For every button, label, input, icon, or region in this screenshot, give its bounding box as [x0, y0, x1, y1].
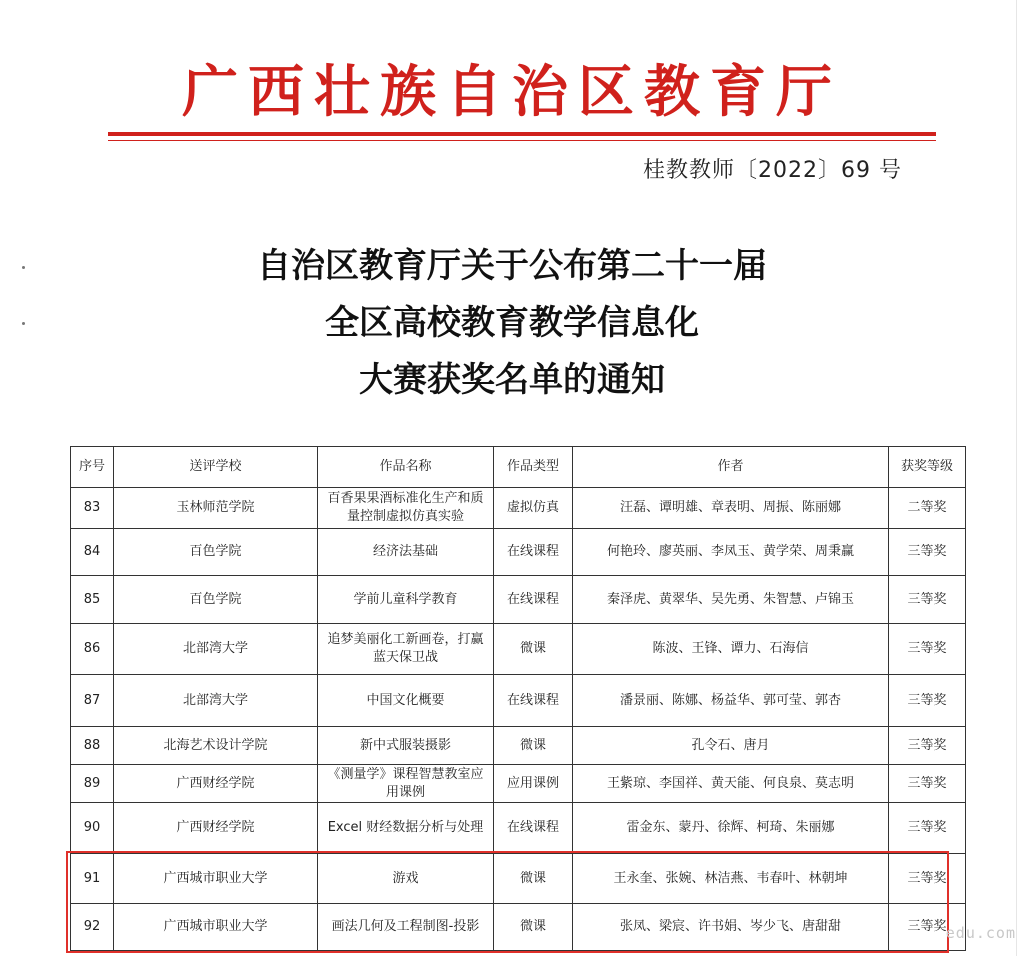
- cell-no: 86: [71, 624, 114, 675]
- watermark: edu.com: [945, 924, 1016, 942]
- cell-author: 孔令石、唐月: [573, 727, 889, 765]
- table-row: [71, 675, 966, 727]
- cell-type: 微课: [494, 854, 573, 904]
- cell-work: 《测量学》课程智慧教室应用课例: [318, 765, 494, 803]
- cell-no: 83: [71, 488, 114, 529]
- table-row: [71, 803, 966, 854]
- cell-award: 三等奖: [889, 904, 966, 951]
- cell-no: 90: [71, 803, 114, 854]
- cell-type: 在线课程: [494, 803, 573, 854]
- cell-type: 在线课程: [494, 675, 573, 727]
- cell-author: 何艳玲、廖英丽、李凤玉、黄学荣、周秉赢: [573, 529, 889, 576]
- cell-author: 王紫琼、李国祥、黄天能、何良泉、莫志明: [573, 765, 889, 803]
- cell-type: 在线课程: [494, 576, 573, 624]
- cell-award: 三等奖: [889, 624, 966, 675]
- table-row: [71, 488, 966, 529]
- header-school: 送评学校: [114, 447, 318, 488]
- notice-title-line-2: 全区高校教育教学信息化: [325, 303, 699, 343]
- cell-work: 学前儿童科学教育: [318, 576, 494, 624]
- cell-school: 玉林师范学院: [114, 488, 318, 529]
- cell-no: 84: [71, 529, 114, 576]
- header-no: 序号: [71, 447, 114, 488]
- cell-type: 微课: [494, 624, 573, 675]
- cell-no: 87: [71, 675, 114, 727]
- cell-school: 北部湾大学: [114, 675, 318, 727]
- header-award: 获奖等级: [889, 447, 966, 488]
- cell-work: 追梦美丽化工新画卷，打赢蓝天保卫战: [318, 624, 494, 675]
- issuing-org-name: 广西壮族自治区教育厅: [182, 59, 842, 125]
- red-header-rule-thin: [108, 140, 936, 141]
- cell-school: 百色学院: [114, 576, 318, 624]
- cell-no: 88: [71, 727, 114, 765]
- document-number: 桂教教师〔2022〕69 号: [643, 158, 902, 183]
- table-row: [71, 576, 966, 624]
- cell-work: 百香果果酒标准化生产和质量控制虚拟仿真实验: [318, 488, 494, 529]
- cell-work: 新中式服装摄影: [318, 727, 494, 765]
- highlight-box: [66, 851, 949, 953]
- notice-title: [0, 238, 1024, 409]
- cell-award: 三等奖: [889, 727, 966, 765]
- cell-school: 北部湾大学: [114, 624, 318, 675]
- cell-no: 92: [71, 904, 114, 951]
- cell-work: 中国文化概要: [318, 675, 494, 727]
- cell-award: 二等奖: [889, 488, 966, 529]
- cell-author: 陈波、王锋、谭力、石海信: [573, 624, 889, 675]
- table-row: [71, 727, 966, 765]
- notice-title-line-1: 自治区教育厅关于公布第二十一届: [257, 246, 767, 286]
- cell-award: 三等奖: [889, 765, 966, 803]
- header-work: 作品名称: [318, 447, 494, 488]
- cell-author: 王永奎、张婉、林洁燕、韦春叶、林朝坤: [573, 854, 889, 904]
- cell-school: 广西城市职业大学: [114, 854, 318, 904]
- page-edge: [1016, 0, 1017, 956]
- cell-work: 经济法基础: [318, 529, 494, 576]
- cell-award: 三等奖: [889, 854, 966, 904]
- cell-work: Excel 财经数据分析与处理: [318, 803, 494, 854]
- cell-type: 应用课例: [494, 765, 573, 803]
- cell-school: 百色学院: [114, 529, 318, 576]
- cell-no: 89: [71, 765, 114, 803]
- cell-author: 潘景丽、陈娜、杨益华、郭可莹、郭杏: [573, 675, 889, 727]
- cell-school: 北海艺术设计学院: [114, 727, 318, 765]
- cell-no: 91: [71, 854, 114, 904]
- cell-school: 广西城市职业大学: [114, 904, 318, 951]
- cell-no: 85: [71, 576, 114, 624]
- cell-type: 微课: [494, 727, 573, 765]
- cell-award: 三等奖: [889, 576, 966, 624]
- header-author: 作者: [573, 447, 889, 488]
- cell-award: 三等奖: [889, 675, 966, 727]
- cell-award: 三等奖: [889, 529, 966, 576]
- cell-author: 张凤、梁宸、许书娟、岑少飞、唐甜甜: [573, 904, 889, 951]
- cell-author: 秦泽虎、黄翠华、吴先勇、朱智慧、卢锦玉: [573, 576, 889, 624]
- red-header-rule: [108, 132, 936, 136]
- cell-school: 广西财经学院: [114, 765, 318, 803]
- table-row: [71, 529, 966, 576]
- header-type: 作品类型: [494, 447, 573, 488]
- table-row: [71, 765, 966, 803]
- cell-author: 汪磊、谭明雄、章表明、周振、陈丽娜: [573, 488, 889, 529]
- cell-type: 在线课程: [494, 529, 573, 576]
- table-row: [71, 624, 966, 675]
- notice-title-line-3: 大赛获奖名单的通知: [359, 360, 665, 400]
- cell-type: 微课: [494, 904, 573, 951]
- cell-work: 画法几何及工程制图-投影: [318, 904, 494, 951]
- cell-work: 游戏: [318, 854, 494, 904]
- table-header-row: [71, 447, 966, 488]
- cell-author: 雷金东、蒙丹、徐辉、柯琦、朱丽娜: [573, 803, 889, 854]
- cell-type: 虚拟仿真: [494, 488, 573, 529]
- cell-award: 三等奖: [889, 803, 966, 854]
- cell-school: 广西财经学院: [114, 803, 318, 854]
